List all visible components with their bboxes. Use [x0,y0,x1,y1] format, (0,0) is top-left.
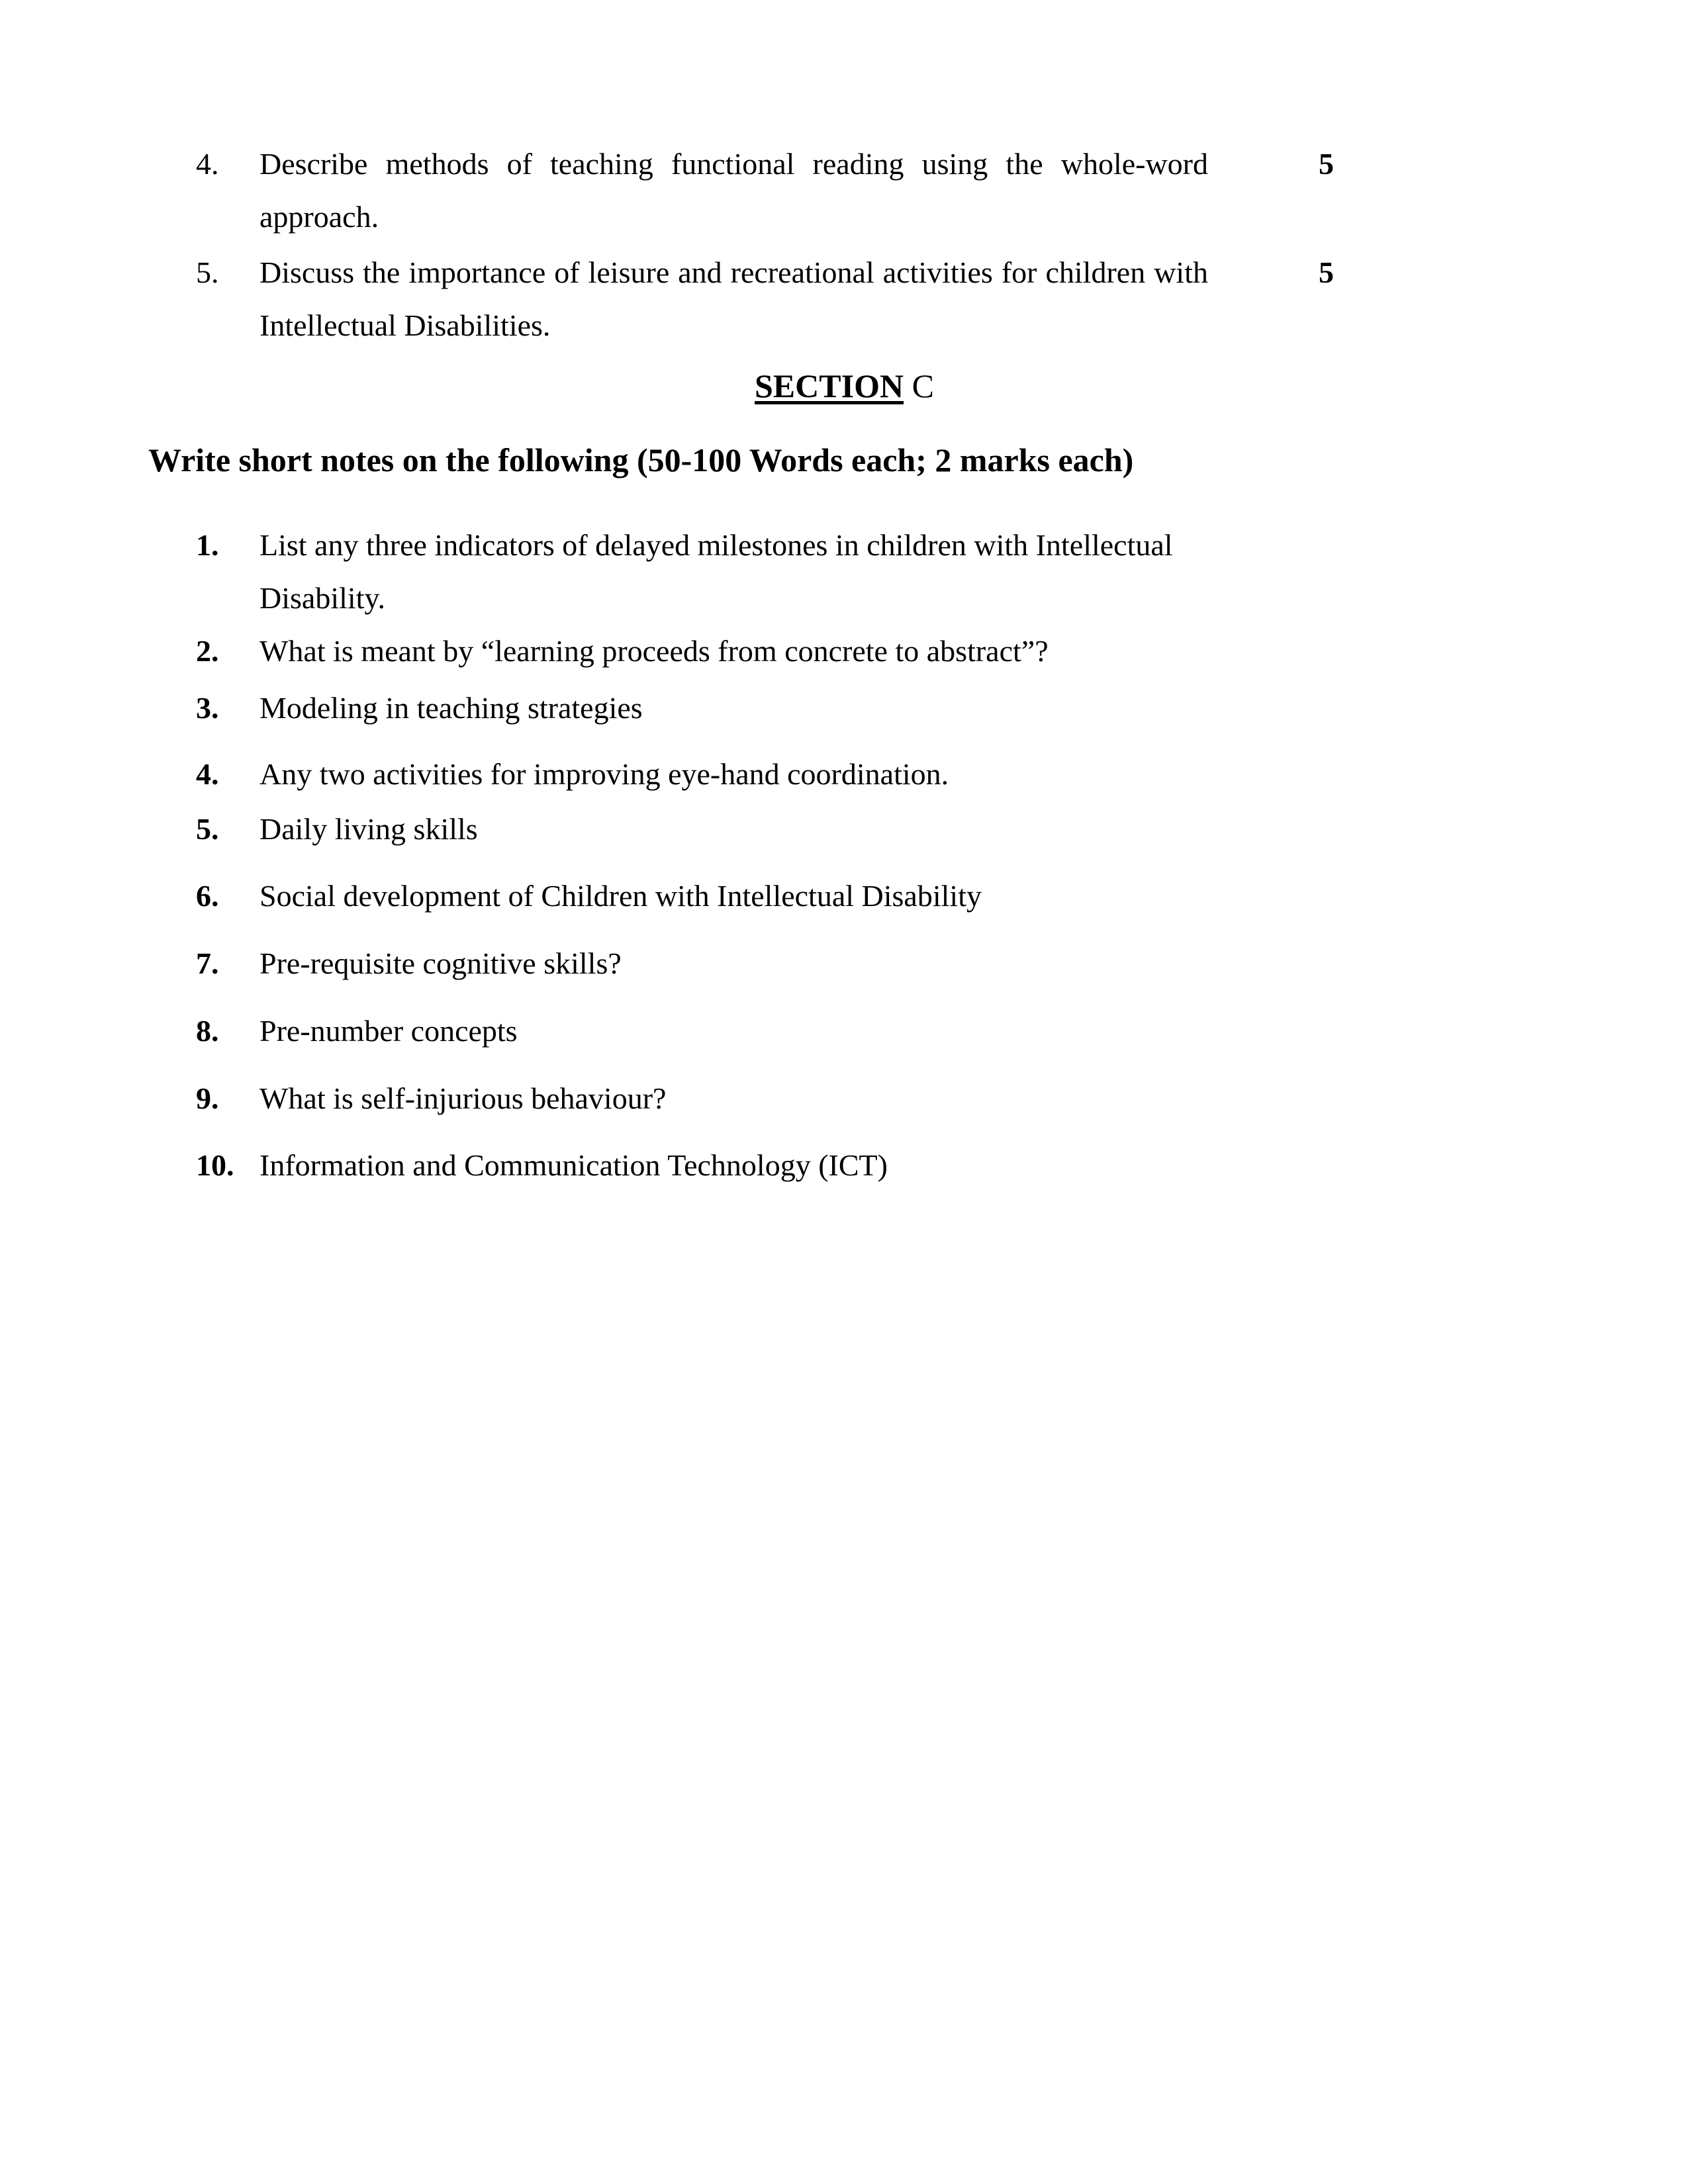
section-heading-letter: C [904,367,934,404]
short-note-number: 2. [196,634,219,668]
short-note-text: Modeling in teaching strategies [259,691,643,725]
section-heading [755,363,934,409]
short-note-text: What is self-injurious behaviour? [259,1081,667,1115]
short-note-number: 9. [196,1081,219,1115]
question-text: Discuss the importance of leisure and recreational activities for children with Intellectual Disabilities. [259,255,1208,342]
short-note-number: 10. [196,1148,234,1182]
short-note-text: Information and Communication Technology (ICT) [259,1148,888,1182]
short-note-number: 7. [196,946,219,980]
question-number: 5. [196,255,219,289]
section-heading-label: SECTION [755,367,904,404]
question-number: 4. [196,147,219,181]
short-note-text: Pre-number concepts [259,1014,518,1048]
short-note-number: 1. [196,528,219,562]
question-marks: 5 [1319,147,1334,181]
section-instruction: Write short notes on the following (50-100 Words each; 2 marks each) [148,441,1134,478]
short-note-text: Daily living skills [259,812,478,846]
short-note-number: 5. [196,812,219,846]
question-text: Describe methods of teaching functional reading using the whole-word approach. [259,147,1208,234]
short-note-number: 6. [196,879,219,913]
short-note-number: 3. [196,691,219,725]
short-note-number: 4. [196,757,219,791]
short-note-text: Social development of Children with Intellectual Disability [259,879,982,913]
short-note-text: What is meant by “learning proceeds from concrete to abstract”? [259,634,1049,668]
short-note-number: 8. [196,1014,219,1048]
short-note-text: Pre-requisite cognitive skills? [259,946,622,980]
short-note-text: Any two activities for improving eye-hand coordination. [259,757,949,791]
short-note-text: List any three indicators of delayed milestones in children with Intellectual Disability. [259,528,1173,615]
question-marks: 5 [1319,255,1334,289]
